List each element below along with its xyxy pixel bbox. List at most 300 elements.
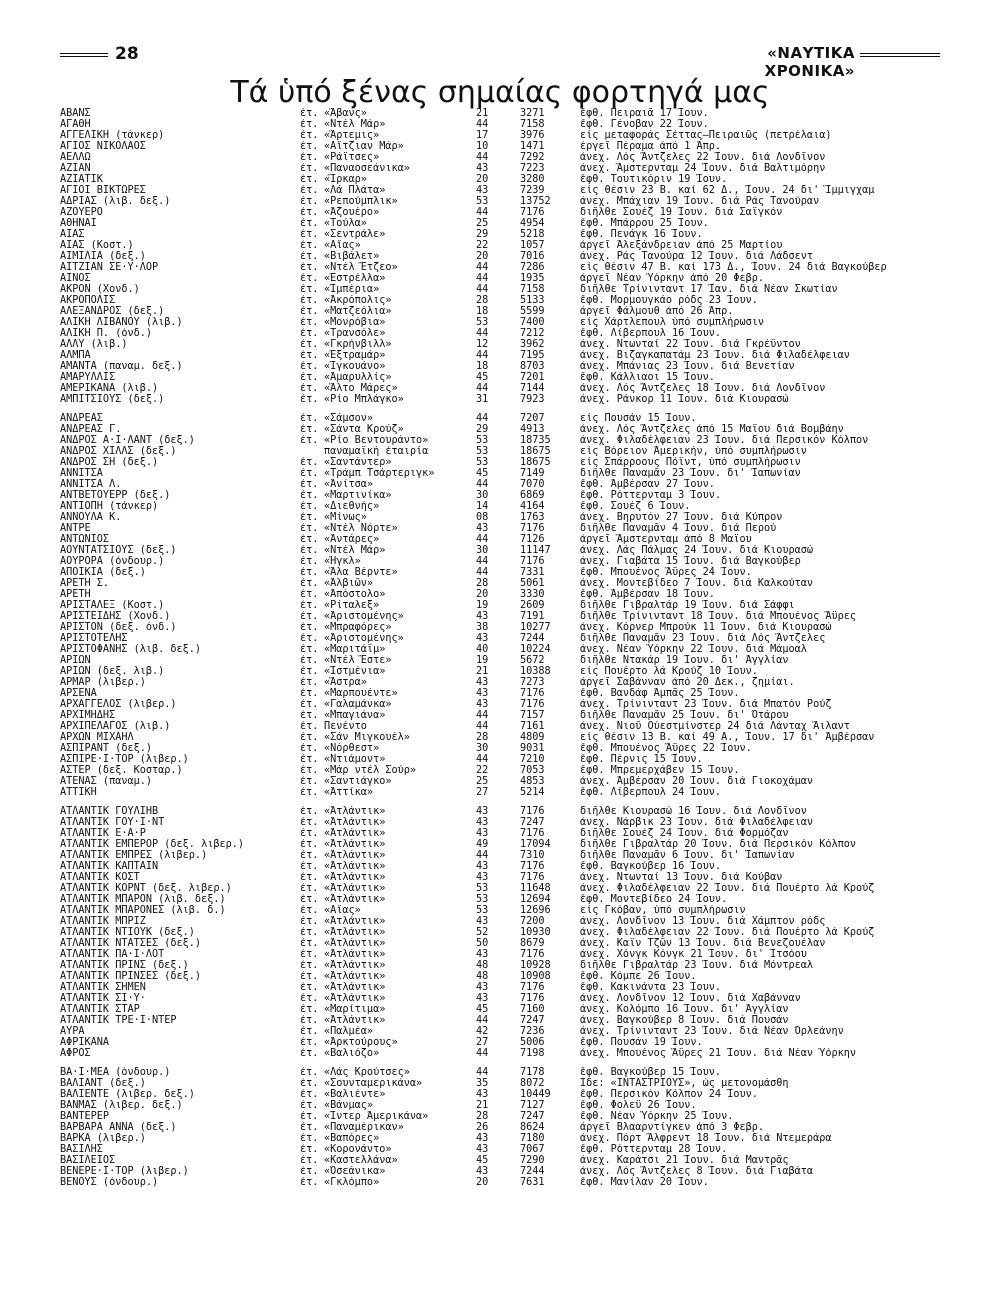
charterer-prefix: ἐτ. (300, 1026, 319, 1037)
tonnage-value: 7207 (520, 413, 545, 424)
ship-row (60, 306, 940, 317)
charterer-name: «Λάς Κρούτσες» (324, 1067, 410, 1078)
charterer-prefix: ἐτ. (300, 152, 319, 163)
ship-name: ΑΤΛΑΝΤΙΚ ΠΑ·Ι·ΛΟΤ (60, 949, 165, 960)
freight-value: 43 (476, 993, 489, 1004)
freight-value: 52 (476, 927, 489, 938)
freight-value: 44 (476, 479, 489, 490)
ship-row (60, 1144, 940, 1155)
tonnage-value: 7247 (520, 1111, 545, 1122)
freight-value: 43 (476, 872, 489, 883)
charterer-prefix: ἐτ. (300, 905, 319, 916)
ship-name: ΒΑΡΒΑΡΑ ΑΝΝΑ (δεξ.) (60, 1122, 177, 1133)
tonnage-value: 5599 (520, 306, 545, 317)
charterer-name: «Μαρτινίκα» (324, 490, 392, 501)
charterer-prefix: ἐτ. (300, 306, 319, 317)
charterer-name: «Ἰντερ Ἀμερικάνα» (324, 1111, 429, 1122)
ship-status: ἔφθ. Μπάρρου 25 Ἰουν. (580, 218, 709, 229)
ship-name: ΑΓΙΟΙ ΒΙΚΤΩΡΕΣ (60, 185, 146, 196)
ship-row (60, 743, 940, 754)
ship-row (60, 174, 940, 185)
charterer-name: «Ἀτλάντικ» (324, 982, 386, 993)
ship-name: ΑΖΙΑΝ (60, 163, 91, 174)
ship-row (60, 710, 940, 721)
ship-row (60, 130, 940, 141)
ship-name: ΑΝΝΟΥΛΑ Κ. (60, 512, 122, 523)
charterer-name: «Μίνως» (324, 512, 367, 523)
ship-name: ΑΣΤΕΡ (δεξ. Κοσταρ.) (60, 765, 183, 776)
ship-status: ἀνεχ. Βιζαγκαπατάμ 23 Ἰουν. διά Φιλαδέλφειαν (580, 350, 850, 361)
tonnage-value: 7144 (520, 383, 545, 394)
ship-name: ΑΤΛΑΝΤΙΚ ΚΟΣΤ (60, 872, 140, 883)
ship-name: ΒΕΝΟΥΣ (ὀνδουρ.) (60, 1177, 159, 1188)
ship-name: ΑΙΤΖΙΑΝ ΣΕ·Υ·ΛΟΡ (60, 262, 159, 273)
tonnage-value: 7176 (520, 828, 545, 839)
ship-name: ΑΣΠΙΡΑΝΤ (δεξ.) (60, 743, 153, 754)
charterer-prefix: ἐτ. (300, 273, 319, 284)
freight-value: 53 (476, 196, 489, 207)
ship-row (60, 1004, 940, 1015)
freight-value: 43 (476, 688, 489, 699)
charterer-prefix: ἐτ. (300, 130, 319, 141)
freight-value: 44 (476, 350, 489, 361)
ship-row (60, 534, 940, 545)
freight-value: 29 (476, 424, 489, 435)
ship-name: ΑΡΙΣΤΑΛΕΞ (Κοστ.) (60, 600, 165, 611)
charterer-name: «Σαντιάγκο» (324, 776, 392, 787)
charterer-prefix: ἐτ. (300, 108, 319, 119)
ship-row (60, 894, 940, 905)
charterer-prefix (300, 446, 324, 457)
tonnage-value: 7210 (520, 754, 545, 765)
charterer-name: «Ἀτλάντικ» (324, 872, 386, 883)
ship-row (60, 828, 940, 839)
ship-row (60, 589, 940, 600)
tonnage-value: 7176 (520, 861, 545, 872)
ship-status: ἔφθ. Κόμπε 26 Ἰουν. (580, 971, 697, 982)
charterer-prefix: ἐτ. (300, 339, 319, 350)
ship-name: ΑΦΡΙΚΑΝΑ (60, 1037, 110, 1048)
charterer-prefix: ἐτ. (300, 666, 319, 677)
ship-status: ἀνεχ. Ἄμστερνταμ 24 Ἰουν. διά Βαλτιμόρην (580, 163, 826, 174)
ship-status: ἔφθ. Λίβερπουλ 16 Ἰουν. (580, 328, 722, 339)
ship-row (60, 251, 940, 262)
freight-value: 35 (476, 1078, 489, 1089)
charterer-prefix: ἐτ. (300, 765, 319, 776)
charterer-name: «Ἀτλάντικ» (324, 817, 386, 828)
ship-status: ἔφθ. Πέρνις 15 Ἰουν. (580, 754, 703, 765)
tonnage-value: 7158 (520, 284, 545, 295)
ship-row (60, 567, 940, 578)
ship-status: ἔφθ. Βαγκούβερ 15 Ἰουν. (580, 1067, 722, 1078)
freight-value: 43 (476, 633, 489, 644)
charterer-prefix: ἐτ. (300, 817, 319, 828)
ship-status: διῆλθε Τρίνινταντ 18 Ἰουν. διά Μπουένος Ἄϋρες (580, 611, 857, 622)
ship-status: ἔφθ. Σουέζ 6 Ἰουν. (580, 501, 691, 512)
charterer-name: «Αἴτζιαν Μάρ» (324, 141, 404, 152)
ship-name: ΑΝΤΡΕ (60, 523, 91, 534)
freight-value: 22 (476, 765, 489, 776)
ship-status: διῆλθε Τρίνινταντ 17 Ἰαν. διά Νέαν Σκωτίαν (580, 284, 838, 295)
tonnage-value: 7178 (520, 1067, 545, 1078)
charterer-name: «Ντέλ Ἔτζεο» (324, 262, 398, 273)
ship-status: διῆλθε Γιβραλτάρ 23 Ἰουν. διά Μόντρεαλ (580, 960, 814, 971)
ship-status: ἀνεχ. Γιαβάτα 15 Ἰουν. διά Βαγκούβερ (580, 556, 801, 567)
ship-row (60, 501, 940, 512)
charterer-name: «Ἀρκτούρους» (324, 1037, 398, 1048)
ship-row (60, 1166, 940, 1177)
freight-value: 43 (476, 916, 489, 927)
charterer-prefix: ἐτ. (300, 710, 319, 721)
tonnage-value: 7070 (520, 479, 545, 490)
ship-name: ΑΝΔΡΟΣ Α·Ι·ΛΑΝΤ (δεξ.) (60, 435, 195, 446)
freight-value: 12 (476, 339, 489, 350)
freight-value: 20 (476, 251, 489, 262)
charterer-prefix: ἐτ. (300, 754, 319, 765)
tonnage-value: 7212 (520, 328, 545, 339)
tonnage-value: 10224 (520, 644, 551, 655)
charterer-name: «Σάν Μιγκουέλ» (324, 732, 410, 743)
ship-status: ἔφθ. Πειραιᾶ 17 Ἰουν. (580, 108, 709, 119)
tonnage-value: 7244 (520, 633, 545, 644)
charterer-name: «Ἄλτο Μάρες» (324, 383, 398, 394)
journal-name: «ΝΑΥΤΙΚΑ ΧΡΟΝΙΚΑ» (764, 44, 855, 80)
tonnage-value: 4954 (520, 218, 545, 229)
freight-value: 26 (476, 1122, 489, 1133)
freight-value: 29 (476, 229, 489, 240)
charterer-prefix: ἐτ. (300, 328, 319, 339)
ship-name: ΑΡΧΑΓΓΕΛΟΣ (λιβερ.) (60, 699, 177, 710)
ship-row (60, 317, 940, 328)
ship-name: ΑΝΔΡΕΑΣ Γ. (60, 424, 122, 435)
tonnage-value: 3962 (520, 339, 545, 350)
ship-status: ἀργεῖ Ἀλεξάνδρειαν ἀπό 25 Μαρτίου (580, 240, 783, 251)
charterer-prefix: ἐτ. (300, 721, 319, 732)
ship-name: ΑΔΡΙΑΣ (λιβ. δεξ.) (60, 196, 171, 207)
charterer-name: «Ἀτλάντικ» (324, 949, 386, 960)
ship-status: ἔφθ. Ρόττερνταμ 28 Ἰουν. (580, 1144, 728, 1155)
charterer-name: «Ρίταλεξ» (324, 600, 380, 611)
ship-status: ἀνεχ. Κόρνερ Μπρούκ 11 Ἰουν. διά Κιουρασώ (580, 622, 832, 633)
ship-name: ΑΤΛΑΝΤΙΚ ΓΟΥ·Ι·ΝΤ (60, 817, 165, 828)
ship-row (60, 141, 940, 152)
freight-value: 44 (476, 1015, 489, 1026)
freight-value: 43 (476, 861, 489, 872)
charterer-prefix: ἐτ. (300, 251, 319, 262)
tonnage-value: 7053 (520, 765, 545, 776)
freight-value: 43 (476, 1166, 489, 1177)
tonnage-value: 7198 (520, 1048, 545, 1059)
ship-status: ἀνεχ. Χόνγκ Κόνγκ 21 Ἰουν. δι' Ἰτσόου (580, 949, 807, 960)
charterer-prefix: ἐτ. (300, 839, 319, 850)
freight-value: 22 (476, 240, 489, 251)
tonnage-value: 10928 (520, 960, 551, 971)
ship-status: ἀργεῖ Βλααρντίγκεν ἀπό 3 Φεβρ. (580, 1122, 765, 1133)
charterer-name: παναμαϊκή ἑταιρία (324, 446, 429, 457)
ship-status: ἀνεχ. Φιλαδέλφειαν 22 Ἰουν. διά Πουέρτο λά Κρούζ (580, 883, 875, 894)
ship-row (60, 916, 940, 927)
ship-status: ἔφθ. Μπουένος Ἄϋρες 24 Ἰουν. (580, 567, 752, 578)
ship-status: διῆλθε Σουέζ 24 Ἰουν. διά Φορμόζαν (580, 828, 789, 839)
ship-status: ἀνεχ. Λός Ἄντζελες 18 Ἰουν. διά Λονδῖνον (580, 383, 826, 394)
ship-name: ΑΙΝΟΣ (60, 273, 91, 284)
charterer-name: «Μονρόβια» (324, 317, 386, 328)
ship-status: ἀνεχ. Νιοῦ Οὐεστμίνστερ 24 διά Λάνταχ Ἄιλαντ (580, 721, 850, 732)
ship-status: ἀνεχ. Βαγκούβερ 8 Ἰουν. διά Πουσάν (580, 1015, 789, 1026)
ship-row (60, 152, 940, 163)
charterer-name: «Αἴας» (324, 905, 361, 916)
charterer-prefix: ἐτ. (300, 317, 319, 328)
tonnage-value: 18675 (520, 457, 551, 468)
freight-value: 19 (476, 600, 489, 611)
ship-row (60, 1026, 940, 1037)
ship-name: ΑΕΛΛΩ (60, 152, 91, 163)
ship-name: ΑΝΔΡΕΑΣ (60, 413, 103, 424)
charterer-prefix: ἐτ. (300, 993, 319, 1004)
tonnage-value: 7176 (520, 207, 545, 218)
ship-name: ΑΡΧΩΝ ΜΙΧΑΗΛ (60, 732, 134, 743)
ship-name: ΒΑΣΙΛΗΣ (60, 1144, 103, 1155)
charterer-prefix: ἐτ. (300, 787, 319, 798)
charterer-prefix: ἐτ. (300, 350, 319, 361)
charterer-prefix: ἐτ. (300, 828, 319, 839)
ship-name: ΑΡΜΑΡ (λιβερ.) (60, 677, 146, 688)
ship-row (60, 806, 940, 817)
charterer-name: «Γκρήνβιλλ» (324, 339, 392, 350)
ship-name: ΑΣΠΙΡΕ·Ι·ΤΟΡ (λιβερ.) (60, 754, 189, 765)
ship-status: εἰς Γκόβαν, ὑπό συμπλήρωσιν (580, 905, 746, 916)
ship-name: ΑΙΑΣ (Κοστ.) (60, 240, 134, 251)
charterer-name: «Ἄστρα» (324, 677, 367, 688)
charterer-name: «Ἀττίκα» (324, 787, 374, 798)
charterer-name: «Ἀλβιῶν» (324, 578, 374, 589)
ship-listing (60, 108, 940, 1278)
charterer-prefix: ἐτ. (300, 938, 319, 949)
ship-name: ΑΡΕΤΗ (60, 589, 91, 600)
freight-value: 20 (476, 174, 489, 185)
freight-value: 44 (476, 383, 489, 394)
charterer-prefix: ἐτ. (300, 424, 319, 435)
ship-status: εἰς Πουέρτο λά Κρούζ 10 Ἰουν. (580, 666, 758, 677)
charterer-prefix: ἐτ. (300, 457, 319, 468)
charterer-name: «Σουνταμερικάνα» (324, 1078, 423, 1089)
charterer-name: «Ματζεόλια» (324, 306, 392, 317)
tonnage-value: 4164 (520, 501, 545, 512)
freight-value: 30 (476, 545, 489, 556)
ship-row (60, 721, 940, 732)
charterer-name: «Μπαγιάνα» (324, 710, 386, 721)
charterer-name: «Ἰστμένια» (324, 666, 386, 677)
charterer-prefix: ἐτ. (300, 1048, 319, 1059)
charterer-prefix: ἐτ. (300, 567, 319, 578)
charterer-name: «Τούλα» (324, 218, 367, 229)
tonnage-value: 5672 (520, 655, 545, 666)
ship-row (60, 372, 940, 383)
charterer-prefix: ἐτ. (300, 119, 319, 130)
charterer-prefix: ἐτ. (300, 1067, 319, 1078)
ship-row (60, 229, 940, 240)
charterer-prefix: ἐτ. (300, 1015, 319, 1026)
charterer-prefix: ἐτ. (300, 1078, 319, 1089)
tonnage-value: 7180 (520, 1133, 545, 1144)
charterer-prefix: ἐτ. (300, 1166, 319, 1177)
ship-name: ΑΙΑΣ (60, 229, 85, 240)
charterer-prefix: ἐτ. (300, 850, 319, 861)
freight-value: 44 (476, 534, 489, 545)
ship-row (60, 1048, 940, 1059)
ship-row (60, 666, 940, 677)
charterer-prefix: ἐτ. (300, 1089, 319, 1100)
charterer-prefix: ἐτ. (300, 284, 319, 295)
ship-name: ΑΟΥΝΤΑΤΣΙΟΥΣ (δεξ.) (60, 545, 177, 556)
tonnage-value: 10388 (520, 666, 551, 677)
ship-name: ΑΜΠΙΤΣΙΟΥΣ (δεξ.) (60, 394, 165, 405)
ship-status: ἔφθ. Πουσάν 19 Ἰουν. (580, 1037, 703, 1048)
ship-name: ΑΡΧΙΠΕΛΑΓΟΣ (λιβ.) (60, 721, 171, 732)
ship-row (60, 523, 940, 534)
tonnage-value: 7244 (520, 1166, 545, 1177)
ship-row (60, 163, 940, 174)
charterer-prefix: ἐτ. (300, 372, 319, 383)
charterer-prefix: ἐτ. (300, 1133, 319, 1144)
charterer-name: «Μαρίτιμα» (324, 1004, 386, 1015)
ship-row (60, 424, 940, 435)
ship-name: ΑΡΙΣΤΕΙΔΗΣ (Χονδ.) (60, 611, 171, 622)
freight-value: 53 (476, 317, 489, 328)
freight-value: 44 (476, 710, 489, 721)
freight-value: 42 (476, 1026, 489, 1037)
ship-row (60, 457, 940, 468)
charterer-name: «Ἰγκουάνο» (324, 361, 386, 372)
charterer-prefix: ἐτ. (300, 523, 319, 534)
charterer-name: «Σάμσον» (324, 413, 374, 424)
ship-name: ΒΕΝΕΡΕ·Ι·ΤΟΡ (λιβερ.) (60, 1166, 189, 1177)
ship-status: ἀνεχ. Καράτσι 21 Ἰουν. διά Μαντρᾶς (580, 1155, 789, 1166)
tonnage-value: 7176 (520, 982, 545, 993)
ship-name: ΑΥΡΑ (60, 1026, 85, 1037)
charterer-name: «Βαπόρες» (324, 1133, 380, 1144)
charterer-name: «Ἄρτεμις» (324, 130, 380, 141)
ship-name: ΑΡΙΣΤΟΦΑΝΗΣ (λιβ. δεξ.) (60, 644, 202, 655)
ship-row (60, 938, 940, 949)
charterer-prefix: ἐτ. (300, 872, 319, 883)
ship-row (60, 490, 940, 501)
tonnage-value: 10930 (520, 927, 551, 938)
ship-row (60, 732, 940, 743)
ship-name: ΑΡΧΙΜΗΔΗΣ (60, 710, 116, 721)
tonnage-value: 5214 (520, 787, 545, 798)
charterer-prefix: ἐτ. (300, 1122, 319, 1133)
charterer-name: «Γαλαμάνκα» (324, 699, 392, 710)
tonnage-value: 7310 (520, 850, 545, 861)
ship-name: ΑΜΕΡΙΚΑΝΑ (λιβ.) (60, 383, 159, 394)
tonnage-value: 10449 (520, 1089, 551, 1100)
ship-name: ΑΤΛΑΝΤΙΚ ΤΡΕ·Ι·ΝΤΕΡ (60, 1015, 177, 1026)
ship-status: ἀνεχ. Λός Ἄντζελες 8 Ἰουν. διά Γιαβάτα (580, 1166, 814, 1177)
ship-row (60, 468, 940, 479)
ship-name: ΑΤΛΑΝΤΙΚ ΜΠΡΙΖ (60, 916, 146, 927)
freight-value: 25 (476, 776, 489, 787)
ship-status: εἰς θέσιν 23 Β. καί 62 Δ., Ἰουν. 24 δι' Ἵμμιγχαμ (580, 185, 875, 196)
ship-name: ΑΝΝΙΤΣΑ (60, 468, 103, 479)
ship-status: διῆλθε Παναμᾶν 23 Ἰουν. δι' Ἰαπωνίαν (580, 468, 801, 479)
ship-status: ἀνεχ. Ἀμβέρσαν 20 Ἰουν. διά Γιοκοχάμαν (580, 776, 814, 787)
ship-row (60, 699, 940, 710)
ship-name: ΑΤΛΑΝΤΙΚ ΓΟΥΛΙΗΒ (60, 806, 159, 817)
charterer-name: «Ἀτλάντικ» (324, 839, 386, 850)
ship-status: διῆλθε Ντακάρ 19 Ἰουν. δι' Ἀγγλίαν (580, 655, 789, 666)
freight-value: 44 (476, 721, 489, 732)
charterer-name: «Σεντράλε» (324, 229, 386, 240)
tonnage-value: 7239 (520, 185, 545, 196)
tonnage-value: 3271 (520, 108, 545, 119)
charterer-prefix: ἐτ. (300, 894, 319, 905)
charterer-prefix: ἐτ. (300, 163, 319, 174)
charterer-name: «Παλμέα» (324, 1026, 374, 1037)
charterer-name: «Ἀτλάντικ» (324, 883, 386, 894)
charterer-prefix: ἐτ. (300, 501, 319, 512)
charterer-prefix: ἐτ. (300, 394, 319, 405)
charterer-name: «Ἀτλάντικ» (324, 806, 386, 817)
charterer-name: «Ἐστρέλλα» (324, 273, 386, 284)
freight-value: 53 (476, 905, 489, 916)
ship-row (60, 850, 940, 861)
charterer-prefix: ἐτ. (300, 361, 319, 372)
charterer-name: «Γκλόμπο» (324, 1177, 380, 1188)
charterer-name: «Ὀσεάνικα» (324, 1166, 386, 1177)
ship-status: ἔφθ. Περσικόν Κόλπον 24 Ἰουν. (580, 1089, 758, 1100)
tonnage-value: 10277 (520, 622, 551, 633)
freight-value: 40 (476, 644, 489, 655)
freight-value: 53 (476, 457, 489, 468)
freight-value: 44 (476, 1048, 489, 1059)
ship-status: ἀνεχ. Τρίνινταντ 23 Ἰουν. διά Μπατόν Ρούζ (580, 699, 832, 710)
charterer-prefix: ἐτ. (300, 883, 319, 894)
ship-row (60, 960, 940, 971)
ship-row (60, 218, 940, 229)
ship-name: ΑΦΡΟΣ (60, 1048, 91, 1059)
ship-status: ἔφθ. Μανίλαν 20 Ἰουν. (580, 1177, 709, 1188)
tonnage-value: 12696 (520, 905, 551, 916)
freight-value: 21 (476, 108, 489, 119)
ship-status: ἀνεχ. Κολόμπο 16 Ἰουν. δι' Ἀγγλίαν (580, 1004, 789, 1015)
tonnage-value: 4913 (520, 424, 545, 435)
ship-status: ἀνεχ. Μπάνιας 23 Ἰουν. διά Βενετίαν (580, 361, 795, 372)
ship-status: Ἴδε: «ΙΝΤΑΣΤΡΙΟΥΣ», ὡς μετονομάσθη (580, 1078, 789, 1089)
ship-name: ΒΑΛΙΑΝΤ (δεξ.) (60, 1078, 146, 1089)
freight-value: 44 (476, 1067, 489, 1078)
charterer-name: «Κορονάντο» (324, 1144, 392, 1155)
ship-name: ΑΡΕΤΗ Σ. (60, 578, 110, 589)
charterer-prefix: ἐτ. (300, 688, 319, 699)
ship-name: ΑΛΕΞΑΝΔΡΟΣ (δεξ.) (60, 306, 165, 317)
ship-status: ἐργεῖ Πέραμα ἀπό 1 Ἀπρ. (580, 141, 722, 152)
freight-value: 43 (476, 1144, 489, 1155)
ship-status: διῆλθε Γιβραλτάρ 20 Ἰουν. διά Περσικόν Κόλπον (580, 839, 857, 850)
ship-status: ἔφθ. Κακινάντα 23 Ἰουν. (580, 982, 722, 993)
freight-value: 45 (476, 1155, 489, 1166)
charterer-name: «Ἀτλάντικ» (324, 850, 386, 861)
ship-name: ΑΜΑΡΥΛΛΙΣ (60, 372, 116, 383)
ship-row (60, 1155, 940, 1166)
ship-status: ἀργεῖ Φάλμουθ ἀπό 26 Ἀπρ. (580, 306, 734, 317)
freight-value: 44 (476, 284, 489, 295)
ship-status: διῆλθε Κιουρασώ 16 Ἰουν. διά Λονδῖνον (580, 806, 807, 817)
ship-status: ἀνεχ. Καϊν Τζῶν 13 Ἰουν. διά Βενεζουέλαν (580, 938, 826, 949)
ship-status: εἰς θέσιν 13 Β. καί 49 Α., Ἰουν. 17 δι' Ἀμβέρσαν (580, 732, 875, 743)
charterer-name: «Ἰμπέρια» (324, 284, 380, 295)
ship-row (60, 688, 940, 699)
